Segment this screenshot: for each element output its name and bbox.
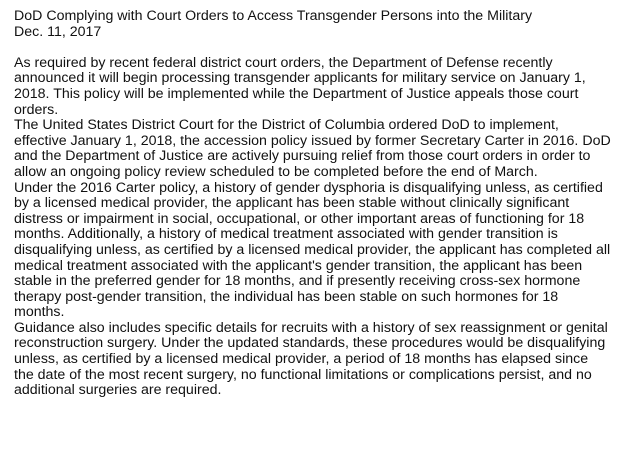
document-title: DoD Complying with Court Orders to Access Transgender Persons into the Military (14, 8, 533, 24)
paragraph-3 (14, 181, 614, 321)
document-date: Dec. 11, 2017 (14, 23, 102, 40)
paragraph-line: reconstruction surgery. Under the updated standards, these procedures would be disqualifying (14, 335, 606, 352)
paragraph-line: distress or impairment in social, occupational, or other important areas of functioning for 18 (14, 210, 585, 227)
paragraph-line: orders. (14, 101, 59, 118)
document-body (14, 9, 614, 399)
paragraph-line: additional surgeries are required. (14, 382, 222, 399)
paragraph-line: by a licensed medical provider, the applicant has been stable without clinically significant (14, 195, 570, 212)
paragraph-line: announced it will begin processing transgender applicants for military service on January 1, (14, 70, 586, 87)
paragraph-line: months. Additionally, a history of medical treatment associated with gender transition is (14, 226, 558, 243)
paragraph-2 (14, 118, 614, 180)
paragraph-line: Guidance also includes specific details for recruits with a history of sex reassignment or genital (14, 319, 608, 336)
paragraph-line: As required by recent federal district court orders, the Department of Defense recently (14, 54, 553, 71)
paragraph-line: allow an ongoing policy review scheduled to be completed before the end of March. (14, 163, 538, 180)
paragraph-line: disqualifying unless, as certified by a licensed medical provider, the applicant has completed all (14, 241, 611, 258)
paragraph-line: unless, as certified by a licensed medical provider, a period of 18 months has elapsed since (14, 351, 589, 368)
paragraph-line: The United States District Court for the District of Columbia ordered DoD to implement, (14, 117, 559, 134)
paragraph-line: Under the 2016 Carter policy, a history of gender dysphoria is disqualifying unless, as certified (14, 179, 603, 196)
paragraph-line: and the Department of Justice are actively pursuing relief from those court orders in order to (14, 148, 591, 165)
paragraph-1 (14, 56, 614, 118)
paragraph-line: months. (14, 304, 65, 321)
paragraph-line: stable in the preferred gender for 18 months, and if presently receiving cross-sex hormone (14, 273, 581, 290)
paragraph-4 (14, 321, 614, 399)
paragraph-line: therapy post-gender transition, the individual has been stable on such hormones for 18 (14, 288, 559, 305)
paragraph-line: effective January 1, 2018, the accession policy issued by former Secretary Carter in 2016. DoD (14, 132, 611, 149)
paragraph-line: medical treatment associated with the applicant's gender transition, the applicant has been (14, 257, 583, 274)
paragraph-line: the date of the most recent surgery, no functional limitations or complications persist, and no (14, 366, 592, 383)
document-header (14, 9, 614, 40)
paragraph-line: 2018. This policy will be implemented while the Department of Justice appeals those court (14, 85, 579, 102)
